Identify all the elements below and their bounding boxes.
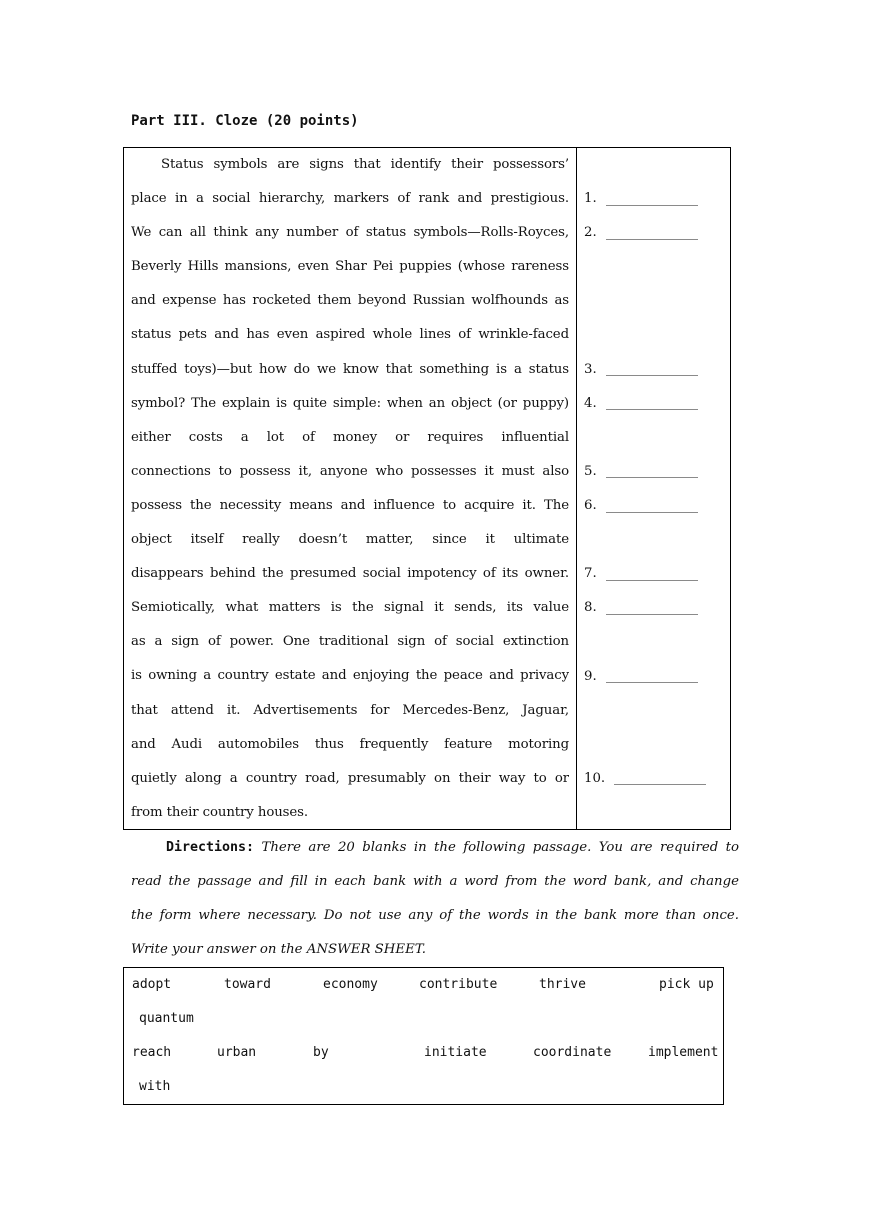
blank-number: 5. <box>584 463 597 479</box>
passage-line: either costs a lot of money or requires influential <box>131 429 569 445</box>
word-bank-item: reach <box>132 1045 172 1060</box>
passage-line: possess the necessity means and influence to acquire it. The <box>131 497 569 513</box>
blank-number: 3. <box>584 361 597 377</box>
passage-line: as a sign of power. One traditional sign of social extinction <box>131 634 569 650</box>
answer-blank-line[interactable] <box>606 409 698 410</box>
blank-number: 4. <box>584 395 597 411</box>
directions-paragraph <box>131 831 739 967</box>
passage-line: object itself really doesn’t matter, since it ultimate <box>131 532 569 548</box>
passage-line: symbol? The explain is quite simple: when an object (or puppy) <box>131 395 569 411</box>
answer-blank-row <box>584 557 698 591</box>
passage-line: connections to possess it, anyone who possesses it must also <box>131 463 569 479</box>
blank-number: 2. <box>584 225 597 241</box>
passage-line: and Audi automobiles thus frequently feature motoring <box>131 736 569 752</box>
answer-blank-row <box>584 216 698 250</box>
answer-blank-row <box>584 489 698 523</box>
directions-text-line-2: read the passage and fill in each bank with a word from the word bank, and change <box>131 874 739 889</box>
answer-blanks-cell <box>577 148 730 829</box>
answer-blank-line[interactable] <box>606 477 698 478</box>
passage-line: and expense has rocketed them beyond Russian wolfhounds as <box>131 293 569 309</box>
blank-number: 6. <box>584 498 597 513</box>
passage-line: Beverly Hills mansions, even Shar Pei puppies (whose rareness <box>131 259 569 275</box>
answer-blank-line[interactable] <box>606 239 698 240</box>
word-bank-box <box>123 967 724 1105</box>
word-bank-item: by <box>313 1045 329 1060</box>
passage-line: Semiotically, what matters is the signal it sends, its value <box>131 600 569 616</box>
word-bank-item: thrive <box>539 977 586 992</box>
word-bank-item: toward <box>224 977 271 992</box>
blank-number: 8. <box>584 600 597 616</box>
answer-blank-line[interactable] <box>606 375 698 376</box>
answer-blank-row <box>584 660 698 694</box>
passage-line: that attend it. Advertisements for Mercedes-Benz, Jaguar, <box>131 702 569 718</box>
passage-line: stuffed toys)—but how do we know that something is a status <box>131 361 569 377</box>
blank-number: 7. <box>584 566 597 582</box>
directions-text-line-1: There are 20 blanks in the following passage. You are required to <box>261 840 739 855</box>
answer-blank-row <box>584 353 698 387</box>
passage-line: status pets and has even aspired whole lines of wrinkle-faced <box>131 327 569 343</box>
answer-blank-row <box>584 591 698 625</box>
word-bank-item: adopt <box>132 977 172 992</box>
directions-text-line-4: Write your answer on the ANSWER SHEET. <box>131 942 426 957</box>
answer-blank-row <box>584 387 698 421</box>
word-bank-item: economy <box>323 977 378 992</box>
blank-number: 9. <box>584 668 597 684</box>
cloze-table <box>123 147 731 830</box>
answer-blank-line[interactable] <box>606 580 698 581</box>
part-title: Part III. Cloze (20 points) <box>131 113 359 129</box>
answer-blank-line[interactable] <box>606 512 698 513</box>
answer-blank-line[interactable] <box>606 614 698 615</box>
word-bank-item: implement <box>648 1045 719 1060</box>
answer-blank-line[interactable] <box>606 682 698 683</box>
word-bank-item: urban <box>217 1045 257 1060</box>
word-bank-item: pick up <box>659 977 714 992</box>
passage-line: from their country houses. <box>131 804 309 820</box>
answer-blank-row <box>584 182 698 216</box>
passage-line: quietly along a country road, presumably on their way to or <box>131 770 569 786</box>
answer-blank-row <box>584 455 698 489</box>
passage-line: Status symbols are signs that identify their possessors’ <box>161 157 569 172</box>
directions-label: Directions: <box>166 840 255 855</box>
answer-blank-line[interactable] <box>606 205 698 206</box>
passage-line: disappears behind the presumed social impotency of its owner. <box>131 566 569 582</box>
passage-line: place in a social hierarchy, markers of rank and prestigious. <box>131 191 569 207</box>
word-bank-item: quantum <box>139 1011 194 1026</box>
passage-cell <box>124 148 577 829</box>
blank-number: 10. <box>584 770 606 786</box>
directions-text-line-3: the form where necessary. Do not use any of the words in the bank more than once. <box>131 908 739 923</box>
word-bank-item: with <box>139 1079 171 1094</box>
word-bank-item: coordinate <box>533 1045 612 1060</box>
blank-number: 1. <box>584 191 597 207</box>
word-bank-item: initiate <box>424 1045 487 1060</box>
answer-blank-row <box>584 762 706 796</box>
passage-line: is owning a country estate and enjoying the peace and privacy <box>131 668 569 684</box>
answer-blank-line[interactable] <box>614 784 706 785</box>
passage-line: We can all think any number of status symbols—Rolls-Royces, <box>131 225 569 241</box>
word-bank-item: contribute <box>419 977 498 992</box>
